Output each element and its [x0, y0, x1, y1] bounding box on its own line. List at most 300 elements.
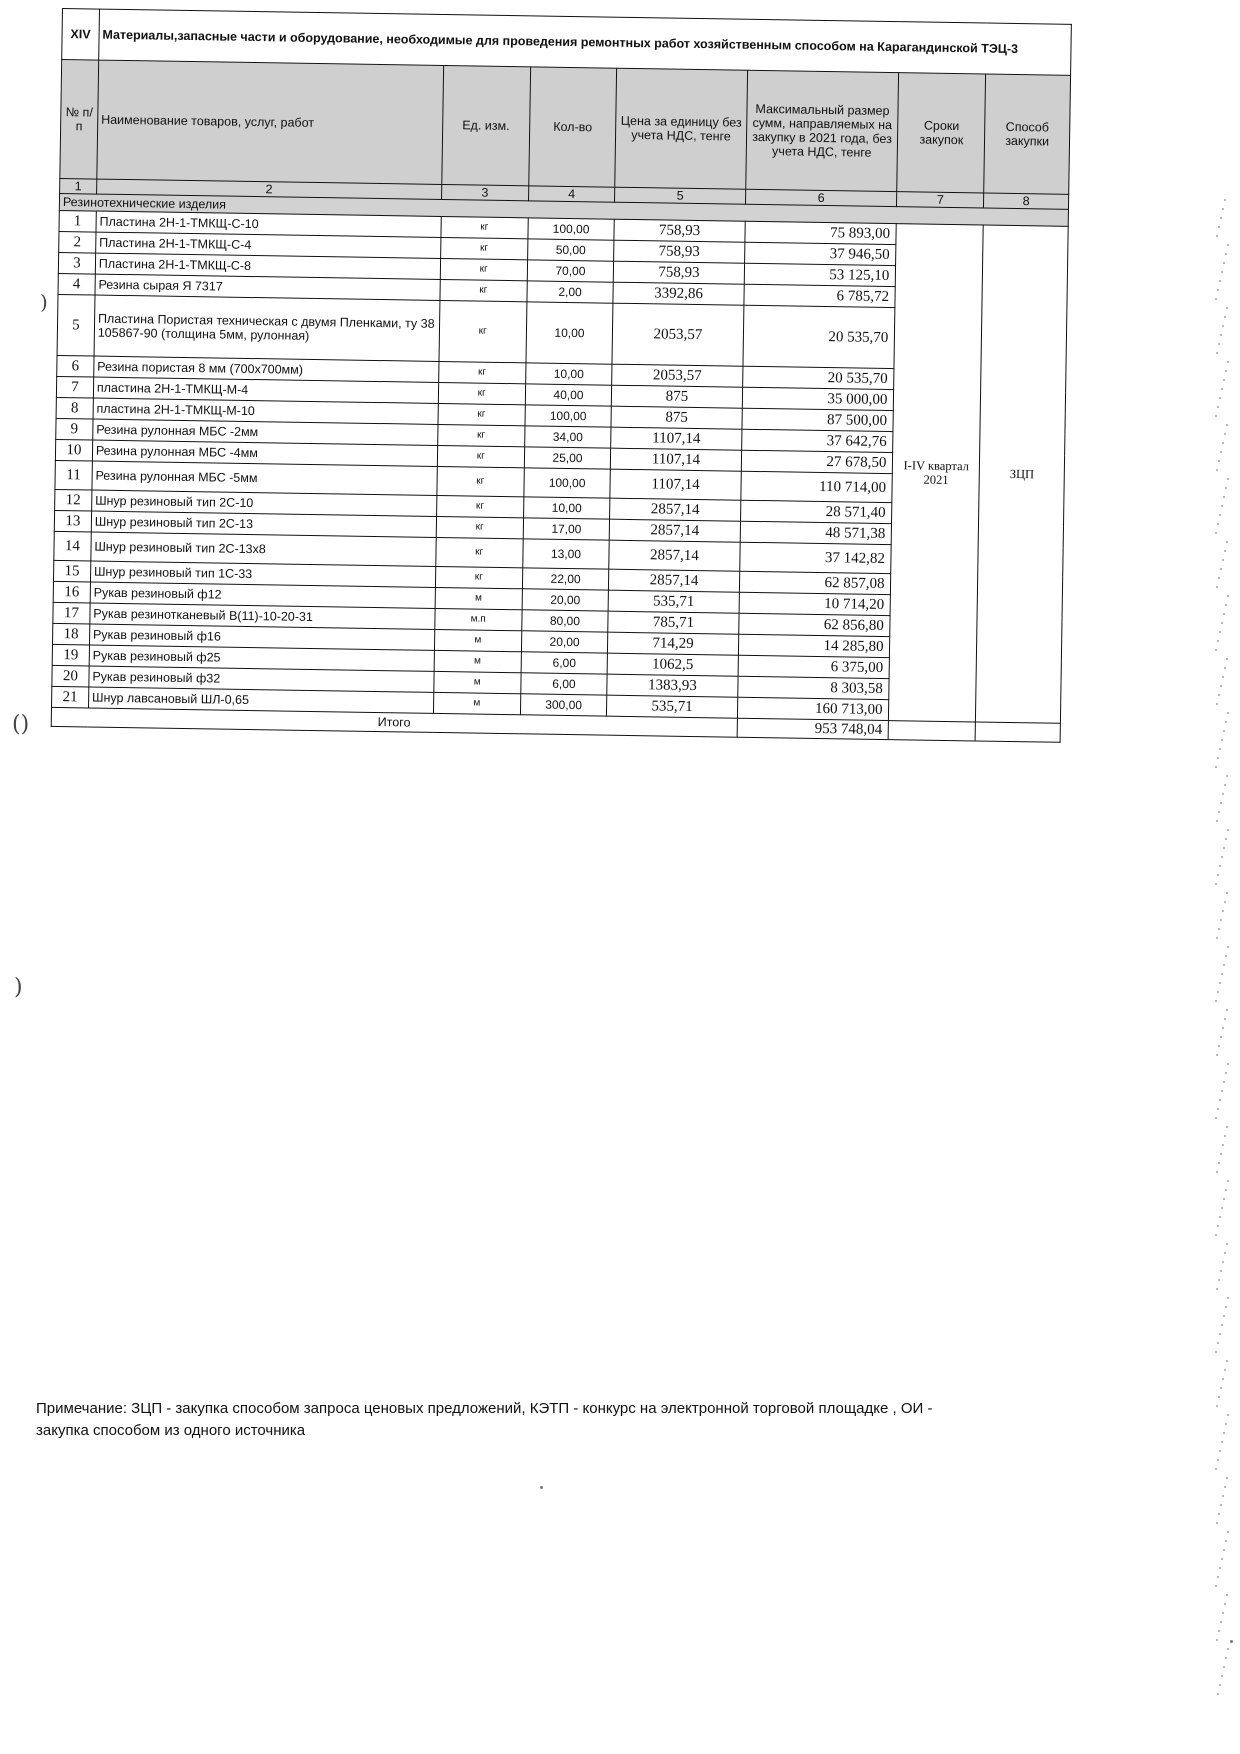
scan-noise-dot	[1217, 1342, 1219, 1344]
col-header-sum: Максимальный размер сумм, направляемых на закупку в 2021 года, без учета НДС, тенге	[745, 70, 899, 191]
item-price: 1383,93	[607, 674, 737, 697]
scan-noise-dot	[1219, 1333, 1221, 1335]
item-qty: 80,00	[521, 610, 608, 632]
item-name: Резина рулонная МБС -4мм	[92, 440, 437, 466]
item-price: 535,71	[607, 695, 737, 718]
scan-noise-dot	[1222, 1027, 1224, 1029]
scan-noise-dot	[1216, 352, 1218, 354]
row-number: 1	[59, 210, 96, 232]
scan-noise-dot	[1227, 829, 1229, 831]
item-qty: 300,00	[520, 694, 607, 716]
scan-noise-dot	[1222, 1495, 1224, 1497]
scan-noise-dot	[1225, 1072, 1227, 1074]
item-sum: 53 125,10	[744, 263, 896, 286]
row-number: 9	[56, 418, 93, 440]
item-qty: 17,00	[523, 518, 610, 540]
item-price: 2857,14	[609, 540, 740, 571]
item-unit: кг	[436, 537, 523, 567]
procurement-table	[51, 8, 1072, 743]
scan-noise-dot	[1224, 433, 1226, 435]
row-number: 2	[59, 231, 96, 253]
scan-noise-dot	[1215, 649, 1217, 651]
item-sum: 20 535,70	[743, 305, 896, 368]
scan-noise-dot	[1222, 910, 1224, 912]
scan-noise-dot	[1221, 622, 1223, 624]
item-unit: кг	[441, 216, 528, 238]
scan-noise-dot	[1223, 379, 1225, 381]
scan-noise-dot	[1215, 883, 1217, 885]
scan-noise-dot	[1218, 694, 1220, 696]
scan-noise-dot	[1217, 1225, 1219, 1227]
scan-noise-dot	[1226, 658, 1228, 660]
scan-noise-dot	[1218, 1630, 1220, 1632]
scan-noise-dot	[1217, 289, 1219, 291]
scan-noise-dot	[1220, 1036, 1222, 1038]
item-unit: м.п	[435, 608, 522, 630]
scan-noise-dot	[1227, 361, 1229, 363]
item-name: Рукав резиновый ф25	[89, 645, 434, 671]
item-name: Шнур резиновый тип 2С-10	[91, 490, 436, 516]
scan-noise-dot	[1221, 271, 1223, 273]
scan-noise-dot	[1216, 235, 1218, 237]
item-name: Резина сырая Я 7317	[95, 274, 440, 300]
scan-mark: ()	[12, 712, 30, 737]
scan-noise-dot	[1226, 1009, 1228, 1011]
item-qty: 13,00	[522, 539, 609, 569]
scan-noise-dot	[1218, 1045, 1220, 1047]
scan-noise-dot	[1223, 1198, 1225, 1200]
scan-noise-dot	[1225, 955, 1227, 957]
scan-noise-dot	[1226, 1243, 1228, 1245]
col-number: 8	[984, 193, 1069, 209]
item-sum: 37 142,82	[739, 542, 891, 573]
item-sum: 20 535,70	[742, 366, 894, 389]
item-name: Шнур резиновый тип 2С-13	[91, 511, 436, 537]
scan-noise-dot	[1215, 1117, 1217, 1119]
item-name: Рукав резинотканевый В(11)-10-20-31	[90, 603, 435, 629]
row-number: 4	[58, 273, 95, 295]
scan-noise-dot	[1216, 937, 1218, 939]
scan-noise-dot	[1225, 1306, 1227, 1308]
scan-noise-dot	[1221, 739, 1223, 741]
scan-noise-dot	[1217, 757, 1219, 759]
scan-noise-dot	[1223, 1549, 1225, 1551]
scan-noise-dot	[1225, 721, 1227, 723]
scan-noise-dot	[1216, 586, 1218, 588]
row-number: 12	[55, 489, 92, 511]
scan-noise-dot	[1223, 964, 1225, 966]
scan-noise-dot	[1220, 1153, 1222, 1155]
scan-noise-dot	[1215, 1468, 1217, 1470]
item-name: Рукав резиновый ф16	[89, 624, 434, 650]
item-price: 1107,14	[611, 427, 741, 450]
scan-noise-dot	[1224, 784, 1226, 786]
scan-noise-dot	[1221, 1207, 1223, 1209]
item-name: Шнур резиновый тип 1С-33	[90, 561, 435, 587]
purchase-period: I-IV квартал 2021	[889, 224, 984, 722]
item-qty: 20,00	[521, 631, 608, 653]
item-name: Рукав резиновый ф12	[90, 582, 435, 608]
section-number: XIV	[62, 9, 100, 61]
row-number: 19	[52, 644, 89, 666]
col-header-method: Способ закупки	[984, 74, 1071, 194]
row-number: 5	[57, 294, 95, 356]
scan-noise-dot	[1227, 1531, 1229, 1533]
col-number: 4	[528, 186, 615, 202]
scan-noise-dot	[1225, 1423, 1227, 1425]
item-price: 3392,86	[613, 282, 743, 305]
scan-noise-dot	[1217, 523, 1219, 525]
scan-noise-dot	[1219, 280, 1221, 282]
scan-noise-dot	[1224, 199, 1226, 201]
scan-noise-dot	[1227, 244, 1229, 246]
item-qty: 100,00	[528, 218, 615, 240]
scan-noise-dot	[1224, 1018, 1226, 1020]
item-sum: 10 714,20	[739, 592, 891, 615]
scan-noise-dot	[1215, 298, 1217, 300]
scan-noise-dot	[1218, 343, 1220, 345]
scan-noise-dot	[1226, 541, 1228, 543]
scan-noise-dot	[1215, 766, 1217, 768]
scan-noise-dot	[1216, 1288, 1218, 1290]
item-unit: кг	[439, 361, 526, 383]
item-name: Резина пористая 8 мм (700х700мм)	[94, 356, 439, 382]
item-unit: кг	[436, 495, 523, 517]
item-sum: 110 714,00	[740, 471, 892, 502]
scan-noise-dot	[1227, 1414, 1229, 1416]
scan-noise-dot	[1221, 1090, 1223, 1092]
scan-noise-dot	[1217, 1108, 1219, 1110]
scan-noise-dot	[1216, 820, 1218, 822]
row-number: 16	[53, 581, 90, 603]
item-unit: кг	[440, 258, 527, 280]
row-number: 11	[55, 460, 92, 490]
item-name: пластина 2Н-1-ТМКЩ-М-10	[93, 398, 438, 424]
scan-noise-dot	[1219, 397, 1221, 399]
scan-noise-dot	[1215, 1585, 1217, 1587]
item-qty: 34,00	[524, 426, 611, 448]
scan-noise-dot	[1227, 1648, 1229, 1650]
scan-noise-dot	[1218, 577, 1220, 579]
scan-noise-dot	[1222, 1378, 1224, 1380]
scan-noise-dot	[1224, 901, 1226, 903]
item-name: Шнур резиновый тип 2С-13х8	[91, 532, 436, 566]
scan-noise-dot	[1215, 415, 1217, 417]
scan-noise-dot	[1216, 1639, 1218, 1641]
scan-noise-dot	[1220, 568, 1222, 570]
scan-noise-dot	[1226, 1594, 1228, 1596]
item-qty: 6,00	[520, 673, 607, 695]
section-title: Материалы,запасные части и оборудование, необходимые для проведения ремонтных работ хозяйственным способом на Карагандинской ТЭЦ-3	[99, 9, 1072, 75]
scan-noise-dot	[1219, 865, 1221, 867]
col-header-qty: Кол-во	[528, 67, 617, 187]
scan-noise-dot	[1219, 748, 1221, 750]
item-price: 2857,14	[610, 519, 740, 542]
item-price: 2053,57	[612, 364, 742, 387]
scan-noise-dot	[1226, 1126, 1228, 1128]
scan-noise-dot	[1217, 1459, 1219, 1461]
scan-noise-dot	[1225, 487, 1227, 489]
item-qty: 50,00	[527, 239, 614, 261]
scan-noise-dot	[1224, 550, 1226, 552]
row-number: 6	[57, 355, 94, 377]
scan-noise-dot	[1222, 325, 1224, 327]
scan-noise-dot	[1226, 1477, 1228, 1479]
item-sum: 62 857,08	[739, 571, 891, 594]
procurement-table-scan	[51, 8, 1072, 743]
scan-noise-dot	[1221, 1558, 1223, 1560]
scan-noise-dot	[1223, 1432, 1225, 1434]
scan-noise-dot	[1219, 1450, 1221, 1452]
scan-noise-dot	[1218, 1162, 1220, 1164]
item-qty: 100,00	[525, 405, 612, 427]
item-price: 535,71	[608, 590, 738, 613]
scan-noise-dot	[1226, 1360, 1228, 1362]
row-number: 14	[54, 531, 91, 561]
item-unit: кг	[440, 237, 527, 259]
row-number: 13	[54, 510, 91, 532]
row-number: 3	[58, 252, 95, 274]
scan-noise-dot	[1218, 1396, 1220, 1398]
item-qty: 20,00	[522, 589, 609, 611]
scan-noise-dot	[1225, 370, 1227, 372]
col-header-price: Цена за единицу без учета НДС, тенге	[615, 68, 747, 189]
scan-noise-dot	[1215, 532, 1217, 534]
scan-noise-dot	[1222, 1612, 1224, 1614]
row-number: 8	[56, 397, 93, 419]
scan-noise-dot	[1224, 1135, 1226, 1137]
scan-noise-dot	[1225, 604, 1227, 606]
item-price: 875	[611, 406, 741, 429]
scan-noise-dot	[1224, 1369, 1226, 1371]
grand-total: 953 748,04	[737, 718, 889, 739]
item-name: пластина 2Н-1-ТМКЩ-М-4	[93, 377, 438, 403]
col-number: 3	[441, 184, 528, 200]
scan-noise-dot	[1221, 1324, 1223, 1326]
item-unit: кг	[437, 466, 524, 496]
scan-noise-dot	[1215, 1000, 1217, 1002]
col-number: 2	[96, 179, 441, 199]
item-unit: м	[434, 650, 521, 672]
scan-noise-dot	[1224, 1252, 1226, 1254]
item-qty: 10,00	[526, 302, 614, 364]
scan-noise-dot	[1225, 1540, 1227, 1542]
item-name: Резина рулонная МБС -2мм	[93, 419, 438, 445]
scan-noise-dot	[1220, 334, 1222, 336]
item-qty: 22,00	[522, 568, 609, 590]
scan-noise-dot	[1225, 1657, 1227, 1659]
item-sum: 160 713,00	[737, 697, 889, 720]
item-price: 2053,57	[612, 303, 743, 366]
scan-noise-dot	[1223, 1315, 1225, 1317]
scan-noise-dot	[1218, 1513, 1220, 1515]
scan-speck	[540, 1486, 543, 1489]
item-qty: 6,00	[521, 652, 608, 674]
scan-noise-dot	[1217, 1693, 1219, 1695]
scan-noise-dot	[1222, 559, 1224, 561]
scan-noise-dot	[1220, 919, 1222, 921]
scan-noise-dot	[1221, 505, 1223, 507]
item-name: Пластина 2Н-1-ТМКЩ-С-10	[96, 211, 441, 237]
scan-noise-dot	[1225, 1189, 1227, 1191]
item-sum: 87 500,00	[742, 408, 894, 431]
scan-noise-dot	[1217, 1576, 1219, 1578]
row-number: 17	[53, 602, 90, 624]
item-unit: кг	[438, 382, 525, 404]
item-price: 2857,14	[610, 498, 740, 521]
column-header-row	[60, 60, 1071, 195]
item-unit: кг	[439, 300, 527, 362]
scan-noise-dot	[1221, 973, 1223, 975]
scan-noise-dot	[1218, 811, 1220, 813]
item-sum: 48 571,38	[740, 521, 892, 544]
scan-noise-dot	[1222, 1144, 1224, 1146]
col-header-unit: Ед. изм.	[442, 65, 531, 185]
scan-noise-dot	[1216, 1405, 1218, 1407]
item-qty: 25,00	[524, 447, 611, 469]
scan-noise-dot	[1217, 406, 1219, 408]
item-name: Шнур лавсановый ШЛ-0,65	[88, 687, 433, 713]
item-name: Пластина 2Н-1-ТМКЩ-С-4	[96, 232, 441, 258]
scan-noise-dot	[1227, 478, 1229, 480]
item-price: 2857,14	[609, 569, 739, 592]
item-unit: м	[433, 692, 520, 714]
scan-noise-dot	[1222, 442, 1224, 444]
scan-noise-dot	[1221, 1675, 1223, 1677]
item-unit: кг	[435, 566, 522, 588]
scan-noise-dot	[1221, 388, 1223, 390]
scan-noise-dot	[1220, 1621, 1222, 1623]
item-price: 758,93	[614, 240, 744, 263]
scan-noise-dot	[1227, 1180, 1229, 1182]
row-number: 21	[52, 686, 89, 708]
item-unit: кг	[440, 279, 527, 301]
scan-noise-dot	[1216, 1054, 1218, 1056]
item-qty: 100,00	[524, 468, 611, 498]
item-price: 1062,5	[608, 653, 738, 676]
scan-noise-dot	[1226, 424, 1228, 426]
empty-cell	[889, 721, 976, 741]
scan-noise-dot	[1221, 1441, 1223, 1443]
scan-noise-dot	[1224, 667, 1226, 669]
scan-noise-dot	[1218, 460, 1220, 462]
scan-noise-dot	[1220, 1270, 1222, 1272]
scan-noise-dot	[1216, 469, 1218, 471]
scan-noise-dot	[1223, 1081, 1225, 1083]
scan-noise-dot	[1227, 1297, 1229, 1299]
col-number: 6	[745, 189, 897, 206]
scan-noise-dot	[1217, 991, 1219, 993]
item-unit: м	[434, 629, 521, 651]
scan-noise-dot	[1223, 613, 1225, 615]
item-price: 785,71	[608, 611, 738, 634]
item-price: 714,29	[608, 632, 738, 655]
scan-noise-dot	[1218, 226, 1220, 228]
scan-noise-dot	[1220, 1387, 1222, 1389]
scan-noise-dot	[1216, 703, 1218, 705]
item-price: 875	[612, 385, 742, 408]
item-name: Резина рулонная МБС -5мм	[92, 461, 437, 495]
scan-noise-dot	[1221, 856, 1223, 858]
scan-noise-dot	[1216, 1522, 1218, 1524]
scan-noise-dot	[1227, 712, 1229, 714]
scan-noise-dot	[1227, 946, 1229, 948]
item-unit: м	[435, 587, 522, 609]
scan-noise-dot	[1219, 982, 1221, 984]
row-number: 10	[55, 439, 92, 461]
item-sum: 6 785,72	[743, 284, 895, 307]
item-price: 1107,14	[611, 448, 741, 471]
item-unit: кг	[438, 403, 525, 425]
item-qty: 40,00	[525, 384, 612, 406]
item-sum: 14 285,80	[738, 634, 890, 657]
item-qty: 10,00	[525, 363, 612, 385]
col-header-name: Наименование товаров, услуг, работ	[97, 60, 444, 184]
scan-noise-dot	[1217, 874, 1219, 876]
col-header-period: Сроки закупок	[897, 73, 986, 193]
scan-noise-dot	[1215, 1234, 1217, 1236]
scan-noise-dot	[1220, 802, 1222, 804]
item-qty: 10,00	[523, 497, 610, 519]
scan-noise-dot	[1215, 1351, 1217, 1353]
scan-noise-dot	[1219, 1099, 1221, 1101]
scan-noise-dot	[1219, 1567, 1221, 1569]
item-sum: 37 642,76	[741, 429, 893, 452]
empty-cell	[975, 722, 1060, 742]
item-sum: 37 946,50	[744, 242, 896, 265]
item-sum: 75 893,00	[744, 221, 896, 244]
item-sum: 28 571,40	[740, 500, 892, 523]
col-header-no: № п/п	[60, 60, 99, 180]
scan-noise-dot	[1222, 208, 1224, 210]
item-qty: 2,00	[527, 281, 614, 303]
scan-noise-dot	[1219, 1684, 1221, 1686]
item-unit: кг	[436, 516, 523, 538]
footnote: Примечание: ЗЦП - закупка способом запроса ценовых предложений, КЭТП - конкурс на электронной торговой площадке , ОИ - закупка способом из одного источника	[36, 1400, 933, 1439]
col-number: 1	[60, 178, 97, 194]
item-unit: кг	[437, 445, 524, 467]
scan-noise-dot	[1220, 685, 1222, 687]
category-label: Резинотехнические изделия	[59, 193, 1068, 226]
item-sum: 62 856,80	[738, 613, 890, 636]
row-number: 7	[56, 376, 93, 398]
scan-edge-noise	[1200, 0, 1240, 1754]
item-name: Пластина Пористая техническая с двумя Пленками, ту 38 105867-90 (толщина 5мм, рулонная)	[94, 295, 440, 361]
scan-noise-dot	[1222, 676, 1224, 678]
scan-noise-dot	[1219, 514, 1221, 516]
row-number: 15	[53, 560, 90, 582]
scan-mark: )	[40, 290, 48, 314]
purchase-method: ЗЦП	[976, 225, 1069, 723]
scan-noise-dot	[1220, 1504, 1222, 1506]
scan-noise-dot	[1227, 1063, 1229, 1065]
scan-noise-dot	[1219, 631, 1221, 633]
col-number: 5	[615, 187, 745, 204]
scan-noise-dot	[1220, 451, 1222, 453]
col-number: 7	[897, 192, 984, 208]
item-qty: 70,00	[527, 260, 614, 282]
scan-noise-dot	[1218, 928, 1220, 930]
scan-noise-dot	[1223, 730, 1225, 732]
scan-noise-dot	[1216, 1171, 1218, 1173]
scan-mark: )	[14, 975, 23, 1000]
item-sum: 27 678,50	[741, 450, 893, 473]
scan-noise-dot	[1222, 793, 1224, 795]
scan-noise-dot	[1226, 775, 1228, 777]
scan-noise-dot	[1225, 838, 1227, 840]
item-unit: м	[434, 671, 521, 693]
item-unit: кг	[438, 424, 525, 446]
